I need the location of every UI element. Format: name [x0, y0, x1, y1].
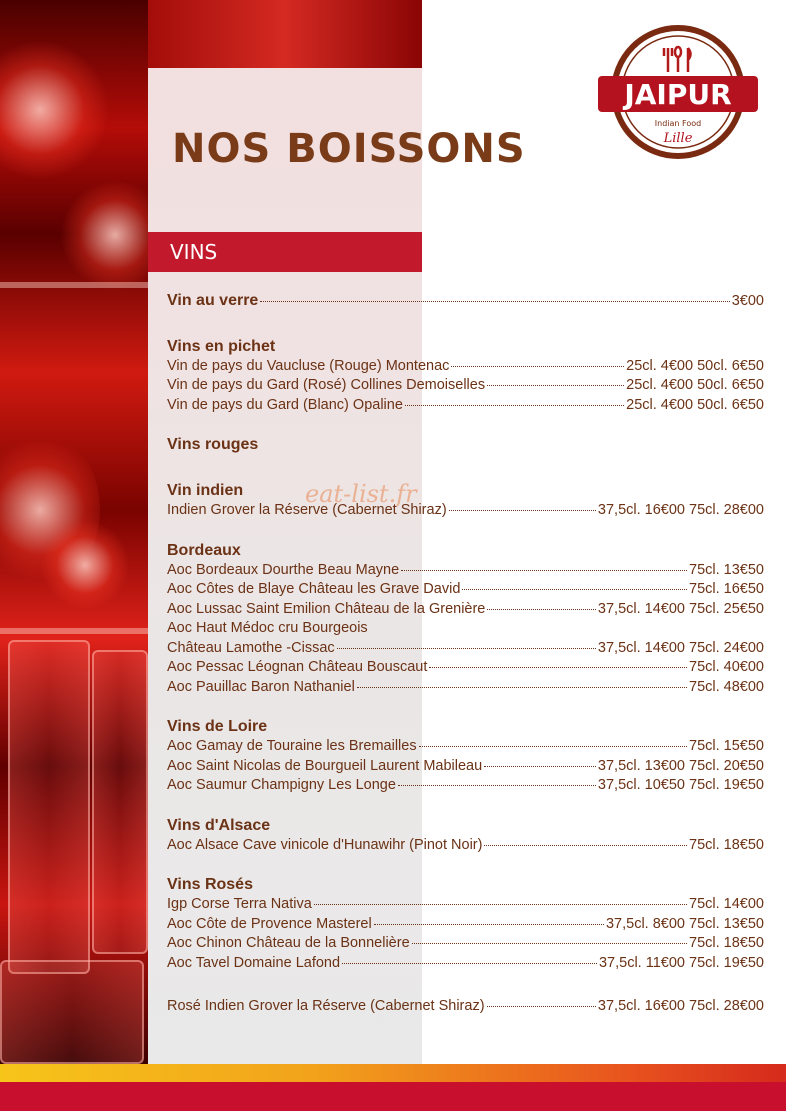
drinks-photo — [0, 0, 148, 1064]
menu-item: Château Lamothe -Cissac 37,5cl. 14€00 75cl. 24€00 — [167, 639, 764, 656]
heading-roses: Vins Rosés — [167, 876, 253, 893]
menu-item-vin-au-verre: Vin au verre 3€00 — [167, 292, 764, 309]
page-title: NOS BOISSONS — [172, 126, 526, 172]
heading-rouges: Vins rouges — [167, 436, 259, 453]
menu-item: Aoc Tavel Domaine Lafond 37,5cl. 11€00 75cl. 19€50 — [167, 954, 764, 971]
menu-item: Vin de pays du Vaucluse (Rouge) Montenac 25cl. 4€00 50cl. 6€50 — [167, 357, 764, 374]
jaipur-logo — [598, 24, 758, 160]
section-bar-vins — [148, 232, 422, 272]
menu-item: Indien Grover la Réserve (Cabernet Shiraz) 37,5cl. 16€00 75cl. 28€00 — [167, 502, 764, 518]
heading-indien: Vin indien — [167, 482, 244, 499]
panel-top-photo — [148, 0, 422, 68]
watermark: eat-list.fr — [305, 480, 417, 508]
menu-item: Vin de pays du Gard (Rosé) Collines Demoiselles 25cl. 4€00 50cl. 6€50 — [167, 377, 764, 393]
heading-bordeaux: Bordeaux — [167, 541, 241, 559]
menu-item: Aoc Haut Médoc cru Bourgeois — [167, 620, 368, 636]
menu-item: Aoc Pauillac Baron Nathaniel 75cl. 48€00 — [167, 678, 764, 695]
footer-stripe-yellow — [0, 1064, 786, 1082]
logo-city: Lille — [663, 131, 693, 146]
heading-loire: Vins de Loire — [167, 718, 268, 735]
menu-item: Vin de pays du Gard (Blanc) Opaline 25cl. 4€00 50cl. 6€50 — [167, 396, 764, 413]
menu-item: Aoc Pessac Léognan Château Bouscaut 75cl. 40€00 — [167, 659, 764, 675]
menu-item: Aoc Lussac Saint Emilion Château de la Grenière 37,5cl. 14€00 75cl. 25€50 — [167, 600, 764, 617]
menu-item: Aoc Gamay de Touraine les Bremailles 75cl. 15€50 — [167, 738, 764, 754]
logo-tagline: Indian Food — [654, 119, 702, 128]
menu-item: Aoc Alsace Cave vinicole d'Hunawihr (Pinot Noir) 75cl. 18€50 — [167, 836, 764, 853]
menu-item: Aoc Bordeaux Dourthe Beau Mayne 75cl. 13€50 — [167, 561, 764, 578]
footer-stripe-red — [0, 1082, 786, 1111]
menu-item: Aoc Chinon Château de la Bonnelière 75cl. 18€50 — [167, 935, 764, 951]
menu-item: Igp Corse Terra Nativa 75cl. 14€00 — [167, 896, 764, 912]
section-title: VINS — [170, 240, 218, 264]
wine-list — [167, 292, 764, 1018]
heading-alsace: Vins d'Alsace — [167, 816, 271, 834]
menu-item-rose-indien: Rosé Indien Grover la Réserve (Cabernet Shiraz) 37,5cl. 16€00 75cl. 28€00 — [167, 998, 764, 1014]
menu-item: Aoc Saint Nicolas de Bourgueil Laurent Mabileau 37,5cl. 13€00 75cl. 20€50 — [167, 757, 764, 774]
menu-item: Aoc Côtes de Blaye Château les Grave David 75cl. 16€50 — [167, 581, 764, 597]
menu-item: Aoc Côte de Provence Masterel 37,5cl. 8€00 75cl. 13€50 — [167, 915, 764, 932]
heading-pichet: Vins en pichet — [167, 337, 276, 355]
logo-brand: JAIPUR — [624, 78, 732, 111]
menu-item: Aoc Saumur Champigny Les Longe 37,5cl. 10€50 75cl. 19€50 — [167, 777, 764, 793]
